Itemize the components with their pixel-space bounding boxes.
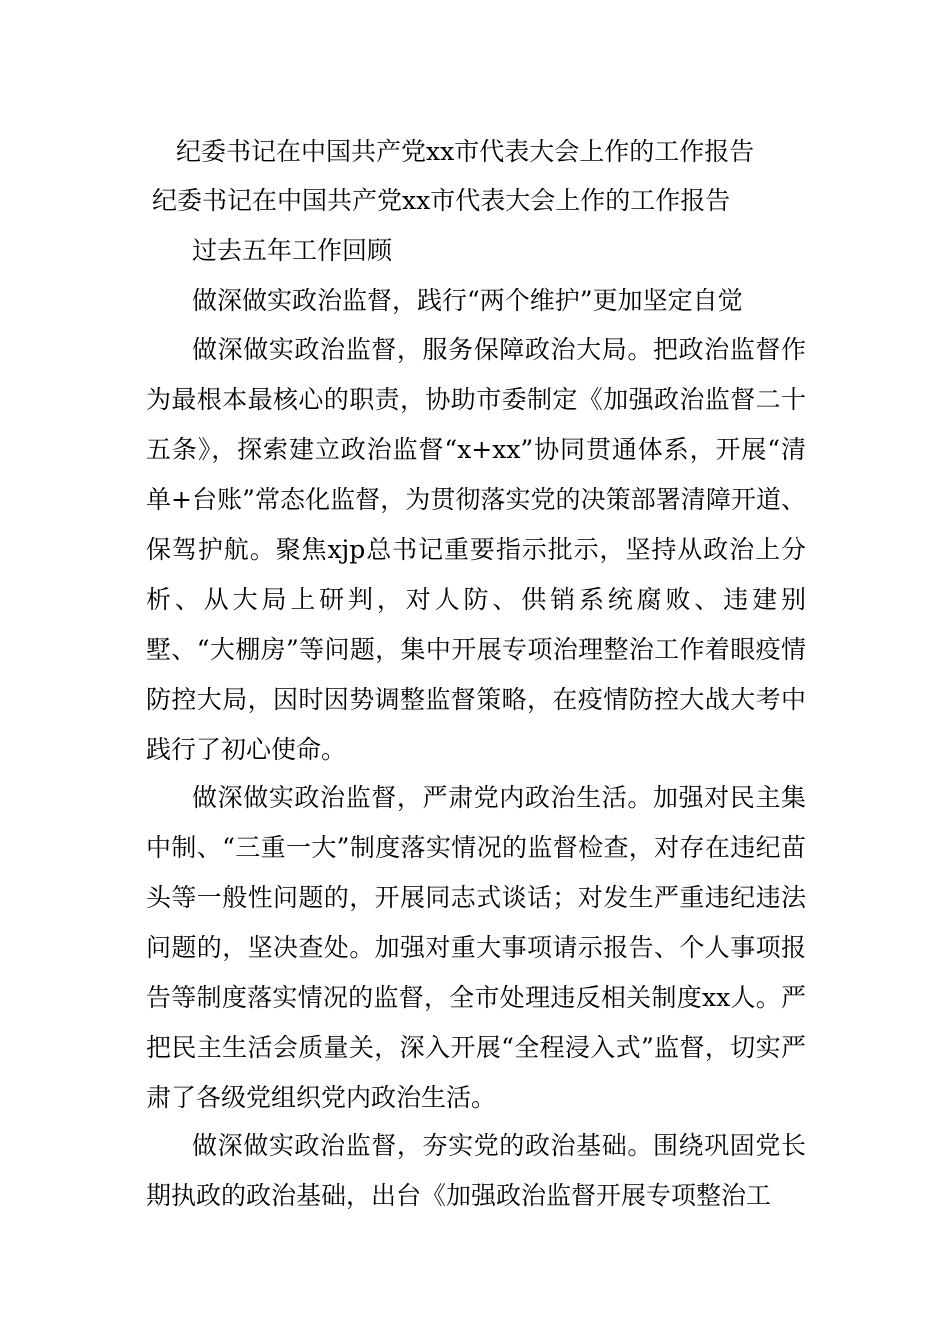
document-title: 纪委书记在中国共产党xx市代表大会上作的工作报告 — [176, 137, 755, 166]
body-paragraph: 做深做实政治监督，服务保障政治大局。把政治监督作为最根本最核心的职责，协助市委制定《加强政治监督二十五条》，探索建立政治监督“x+xx”协同贯通体系，开展“清单+台账”常态化监督，为贯彻落实党的决策部署清障开道、保驾护航。聚焦xjp总书记重要指示批示，坚持从政治上分析、从大局上研判，对人防、供销系统腐败、违建别墅、“大棚房”等问题，集中开展专项治理整治工作着眼疫情防控大局，因时因势调整监督策略，在疫情防控大战大考中践行了初心使命。 — [146, 335, 806, 764]
body-paragraph: 做深做实政治监督，夯实党的政治基础。围绕巩固党长期执政的政治基础，出台《加强政治监督开展专项整治工 — [146, 1131, 806, 1210]
document-title-repeat: 纪委书记在中国共产党xx市代表大会上作的工作报告 — [152, 186, 731, 215]
subsection-heading: 做深做实政治监督，践行“两个维护”更加坚定自觉 — [192, 286, 743, 315]
section-heading: 过去五年工作回顾 — [192, 236, 393, 265]
body-paragraph: 做深做实政治监督，严肃党内政治生活。加强对民主集中制、“三重一大”制度落实情况的监督检查，对存在违纪苗头等一般性问题的，开展同志式谈话；对发生严重违纪违法问题的，坚决查处。加强对重大事项请示报告、个人事项报告等制度落实情况的监督，全市处理违反相关制度xx人。严把民主生活会质量关，深入开展“全程浸入式”监督，切实严肃了各级党组织党内政治生活。 — [146, 783, 806, 1112]
